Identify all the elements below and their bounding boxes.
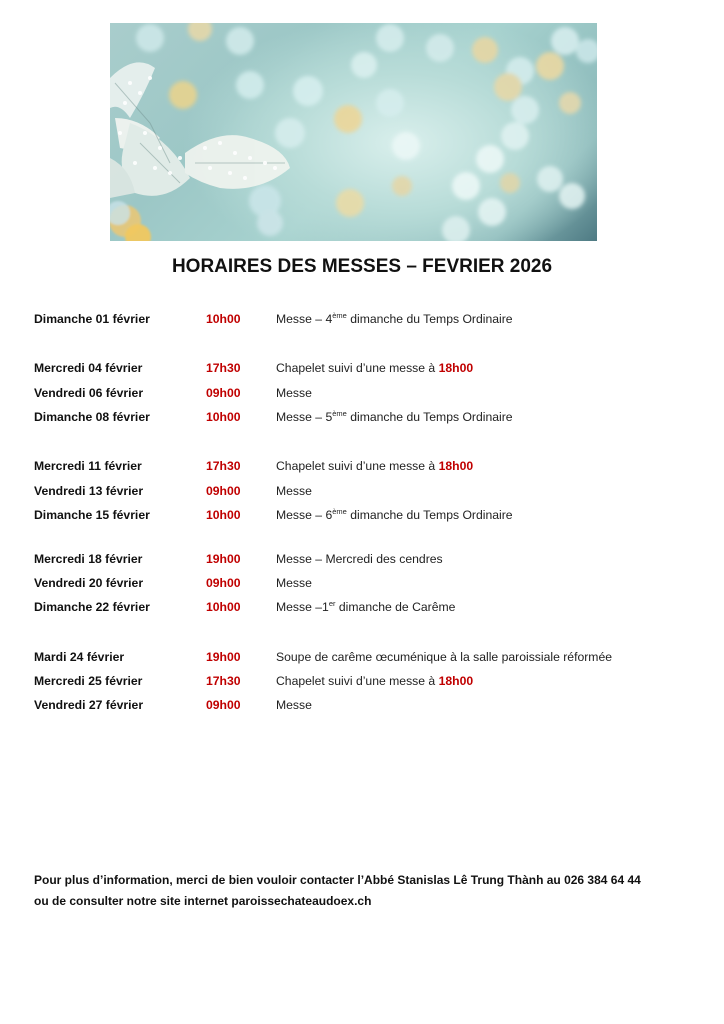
contact-info [34,870,641,912]
description-text: Messe [276,386,312,400]
description-text: Soupe de carême œcuménique à la salle paroissiale réformée [276,650,613,664]
description-text: Messe [276,698,312,712]
description-text: Messe –1 [276,600,329,614]
description-text: Messe – 4 [276,312,333,326]
schedule-time: 09h00 [206,484,241,498]
schedule-day: Vendredi 13 février [34,484,144,498]
ordinal-suffix: ème [332,311,347,320]
schedule-time: 10h00 [206,312,241,326]
schedule-description [276,361,473,375]
schedule-description [276,674,473,688]
ordinal-suffix: er [328,599,336,608]
schedule-time: 09h00 [206,576,241,590]
page-title: HORAIRES DES MESSES – FEVRIER 2026 [171,256,553,277]
schedule-description [276,484,312,498]
schedule-time: 10h00 [206,600,241,614]
schedule-day: Mercredi 25 février [34,674,143,688]
description-text: Messe – 6 [276,508,333,522]
schedule-day: Mercredi 04 février [34,361,143,375]
description-text: Messe [276,576,312,590]
schedule-day: Vendredi 06 février [34,386,144,400]
description-text-continued: dimanche du Temps Ordinaire [346,312,513,326]
contact-line-1: Pour plus d’information, merci de bien vouloir contacter l’Abbé Stanislas Lê Trung Thành au 026 384 64 44 [34,873,641,887]
description-text: Chapelet suivi d’une messe à [276,674,439,688]
schedule-day: Vendredi 27 février [34,698,144,712]
schedule-description [276,410,513,424]
schedule-description [276,459,473,473]
schedule-day: Dimanche 08 février [34,410,150,424]
mass-time-highlight: 18h00 [438,459,474,473]
schedule-day: Dimanche 15 février [34,508,150,522]
bokeh-photo [110,23,597,241]
description-text: Messe – Mercredi des cendres [276,552,443,566]
schedule-time: 17h30 [206,459,241,473]
ordinal-suffix: ème [332,409,347,418]
schedule-description [276,576,312,590]
ordinal-suffix: ème [332,507,347,516]
description-text-continued: dimanche de Carême [335,600,456,614]
schedule-time: 17h30 [206,361,241,375]
description-text-continued: dimanche du Temps Ordinaire [346,508,513,522]
schedule-time: 09h00 [206,698,241,712]
schedule-time: 10h00 [206,410,241,424]
schedule-description [276,312,513,326]
description-text-continued: dimanche du Temps Ordinaire [346,410,513,424]
schedule-day: Dimanche 22 février [34,600,150,614]
description-text: Chapelet suivi d’une messe à [276,459,439,473]
schedule-day: Mardi 24 février [34,650,125,664]
schedule-day: Mercredi 18 février [34,552,143,566]
schedule-day: Mercredi 11 février [34,459,142,473]
description-text: Messe – 5 [276,410,333,424]
schedule-description [276,698,312,712]
schedule-description [276,600,455,614]
schedule-day: Dimanche 01 février [34,312,150,326]
mass-time-highlight: 18h00 [438,674,474,688]
schedule-description [276,650,612,664]
schedule-description [276,552,443,566]
mass-time-highlight: 18h00 [438,361,474,375]
description-text: Messe [276,484,312,498]
description-text: Chapelet suivi d’une messe à [276,361,439,375]
schedule-time: 09h00 [206,386,241,400]
schedule-time: 17h30 [206,674,241,688]
banner-image [110,23,597,241]
schedule-time: 19h00 [206,650,241,664]
schedule-time: 19h00 [206,552,241,566]
schedule-day: Vendredi 20 février [34,576,144,590]
contact-line-2: ou de consulter notre site internet paroissechateaudoex.ch [34,894,372,908]
schedule-time: 10h00 [206,508,241,522]
schedule-description [276,508,513,522]
schedule-description [276,386,312,400]
